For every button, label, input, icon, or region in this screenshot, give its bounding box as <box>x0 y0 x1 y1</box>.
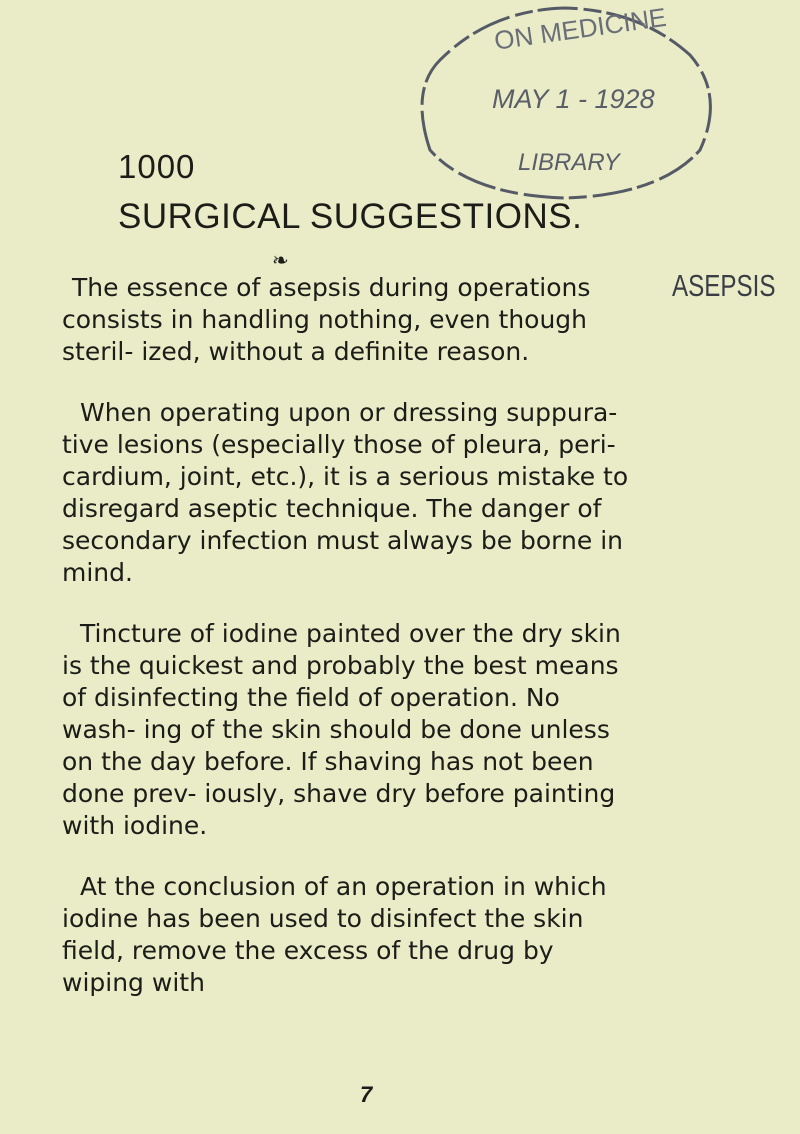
stamp-date: MAY 1 - 1928 <box>492 84 655 114</box>
library-stamp <box>400 0 730 210</box>
stamp-top-text: ON MEDICINE <box>492 1 669 56</box>
stamp-bottom-text: LIBRARY <box>518 149 620 176</box>
body-text <box>62 272 634 1028</box>
paragraph-1: The essence of asepsis during operations consists in handling nothing, even though steril- ized, without a definite reason. <box>62 273 591 366</box>
page-title: SURGICAL SUGGESTIONS. <box>118 197 583 236</box>
footer-page-number: 7 <box>360 1082 373 1107</box>
margin-note-asepsis: ASEPSIS <box>672 268 776 303</box>
paragraph-3: Tincture of iodine painted over the dry skin is the quickest and probably the best means of disinfecting the field of operation. No wash- ing of the skin should be done unless on the day before. If shaving has not been done prev- iously, shave dry before painting with iodine. <box>62 619 621 840</box>
fleuron-ornament: ❧ <box>272 250 289 272</box>
header-page-number: 1000 <box>118 148 196 185</box>
paragraph-2: When operating upon or dressing suppura- tive lesions (especially those of pleura, peri- cardium, joint, etc.), it is a serious mistake to disregard aseptic technique. The danger of secondary infection must always be borne in mind. <box>62 398 629 587</box>
paragraph-4: At the conclusion of an operation in which iodine has been used to disinfect the skin field, remove the excess of the drug by wiping with <box>62 872 607 997</box>
library-stamp-graphic <box>400 0 730 210</box>
